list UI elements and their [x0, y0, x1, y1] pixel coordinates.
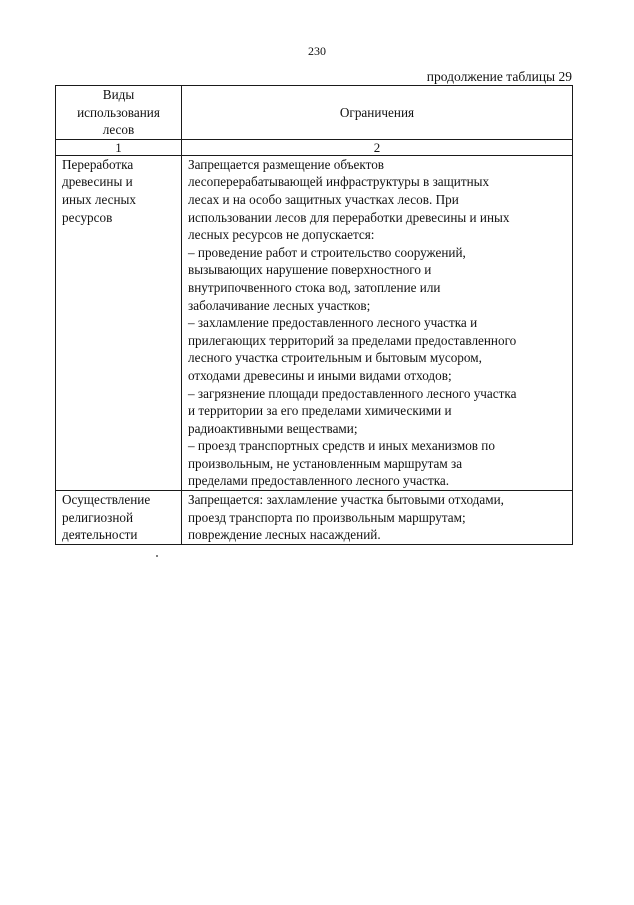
cell-line: – проведение работ и строительство сооружений, — [188, 244, 466, 260]
scan-speck — [156, 555, 158, 557]
cell-line: Запрещается размещение объектов — [188, 156, 385, 172]
header-line: Виды — [102, 87, 135, 102]
header-restrictions: Ограничения — [182, 86, 573, 140]
cell-line: Осуществление — [62, 492, 151, 508]
column-number-1: 1 — [56, 139, 182, 155]
header-line: лесов — [102, 122, 135, 138]
cell-line: – загрязнение площади предоставленного лесного участка — [188, 385, 517, 401]
cell-line: лесного участка строительным и бытовым мусором, — [188, 350, 482, 366]
cell-line: древесины и — [62, 174, 133, 190]
table-row — [56, 155, 573, 490]
cell-line: произвольным, не установленным маршрутам за — [188, 455, 463, 471]
cell-line: – захламление предоставленного лесного участка и — [188, 315, 478, 331]
cell-line: пределами предоставленного лесного участка. — [188, 473, 450, 489]
row-restrictions — [182, 155, 573, 490]
cell-line: радиоактивными веществами; — [188, 420, 358, 436]
cell-line: иных лесных — [62, 191, 136, 207]
cell-line: использовании лесов для переработки древесины и иных — [188, 209, 510, 225]
cell-line: Переработка — [62, 156, 134, 172]
row-forest-use-type — [56, 491, 182, 545]
cell-line: прилегающих территорий за пределами предоставленного — [188, 332, 517, 348]
row-forest-use-type — [56, 155, 182, 490]
cell-line: лесоперерабатывающей инфраструктуры в защитных — [188, 174, 490, 190]
cell-line: религиозной — [62, 509, 134, 525]
column-number-2: 2 — [182, 139, 573, 155]
cell-line: лесах и на особо защитных участках лесов. При — [188, 191, 459, 207]
cell-line: повреждение лесных насаждений. — [188, 527, 381, 543]
header-forest-use-type — [56, 86, 182, 140]
cell-line: отходами древесины и иными видами отходов; — [188, 367, 452, 383]
table-row — [56, 491, 573, 545]
header-line: использования — [77, 104, 160, 120]
row-restrictions — [182, 491, 573, 545]
cell-line: – проезд транспортных средств и иных механизмов по — [188, 438, 495, 454]
cell-line: лесных ресурсов не допускается: — [188, 227, 375, 243]
page-number: 230 — [308, 44, 326, 58]
restrictions-table — [55, 85, 573, 545]
cell-line: внутрипочвенного стока вод, затопление или — [188, 279, 441, 295]
table-header-row — [56, 86, 573, 140]
column-number-row — [56, 139, 573, 155]
cell-line: заболачивание лесных участков; — [188, 297, 371, 313]
cell-line: деятельности — [62, 527, 138, 543]
table-continuation-label: продолжение таблицы 29 — [426, 69, 572, 84]
cell-line: вызывающих нарушение поверхностного и — [188, 262, 432, 278]
cell-line: и территории за его пределами химическими и — [188, 403, 452, 419]
cell-line: проезд транспорта по произвольным маршрутам; — [188, 509, 466, 525]
cell-line: ресурсов — [62, 209, 113, 225]
cell-line: Запрещается: захламление участка бытовыми отходами, — [188, 492, 504, 508]
